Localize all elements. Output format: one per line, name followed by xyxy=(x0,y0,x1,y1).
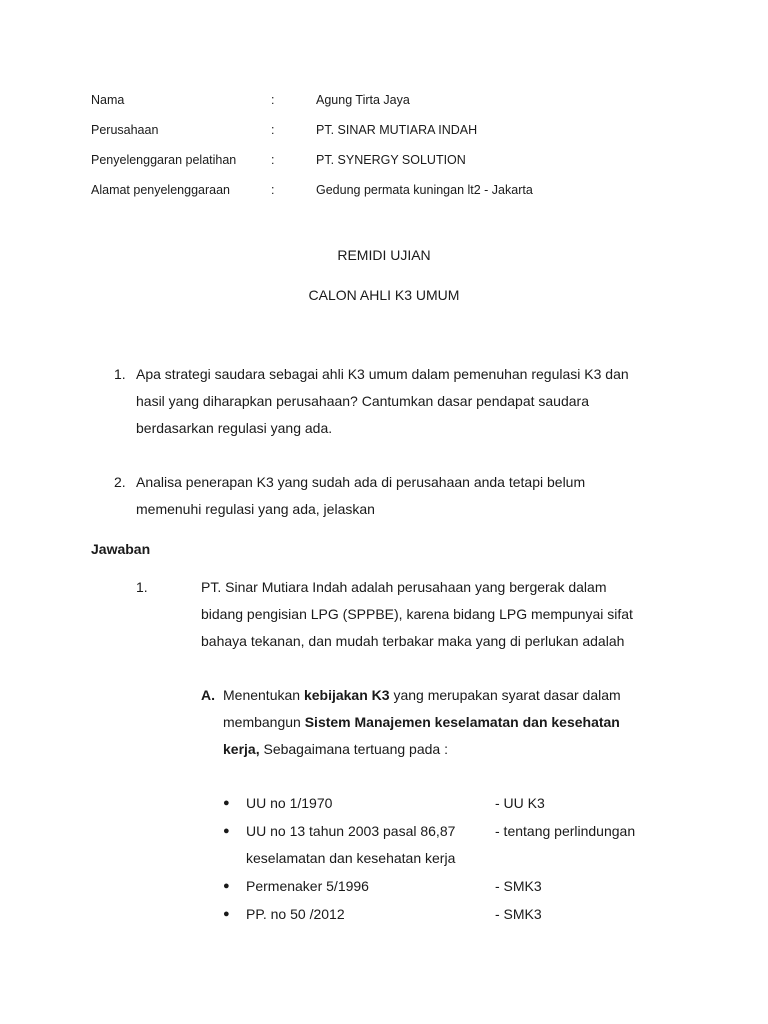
text-run: yang merupakan syarat dasar dalam xyxy=(389,687,621,703)
text-run: Menentukan xyxy=(223,687,304,703)
info-colon: : xyxy=(271,153,275,167)
answer-line: PT. Sinar Mutiara Indah adalah perusahaan yang bergerak dalam xyxy=(201,579,607,595)
bullet-continuation: keselamatan dan kesehatan kerja xyxy=(246,850,456,866)
bullet-icon: ● xyxy=(223,797,230,809)
bullet-icon: ● xyxy=(223,908,230,920)
bold-run: kebijakan K3 xyxy=(303,687,390,703)
question-line: Apa strategi saudara sebagai ahli K3 umum dalam pemenuhan regulasi K3 dan xyxy=(136,366,629,382)
sub-point-text xyxy=(223,682,673,763)
bullet-item: UU no 1/1970 xyxy=(246,795,333,811)
info-value: PT. SINAR MUTIARA INDAH xyxy=(316,123,478,137)
bullet-icon: ● xyxy=(223,880,230,892)
answer-number: 1. xyxy=(136,579,148,595)
document-subtitle: CALON AHLI K3 UMUM xyxy=(308,287,460,303)
info-value: Gedung permata kuningan lt2 - Jakarta xyxy=(316,183,533,197)
bullet-icon: ● xyxy=(223,825,230,837)
question-line: berdasarkan regulasi yang ada. xyxy=(136,420,333,436)
info-label: Alamat penyelenggaraan xyxy=(91,183,230,197)
info-label: Nama xyxy=(91,93,125,107)
question-text xyxy=(136,469,696,523)
sub-line xyxy=(223,736,673,763)
bold-run: kerja, xyxy=(223,741,260,757)
info-label: Penyelenggaran pelatihan xyxy=(91,153,237,167)
question-number: 1. xyxy=(114,366,126,382)
answer-text xyxy=(201,574,681,655)
bullet-item: PP. no 50 /2012 xyxy=(246,906,345,922)
bullet-description: - UU K3 xyxy=(495,795,545,811)
info-colon: : xyxy=(271,183,275,197)
question-number: 2. xyxy=(114,474,126,490)
sub-point-letter: A. xyxy=(201,687,215,703)
bold-run: Sistem Manajemen keselamatan dan kesehatan xyxy=(304,714,620,730)
answer-heading: Jawaban xyxy=(91,541,151,557)
document-title: REMIDI UJIAN xyxy=(337,247,431,263)
question-line: memenuhi regulasi yang ada, jelaskan xyxy=(136,501,375,517)
bullet-item: Permenaker 5/1996 xyxy=(246,878,369,894)
bullet-description: - tentang perlindungan xyxy=(495,823,636,839)
question-line: Analisa penerapan K3 yang sudah ada di perusahaan anda tetapi belum xyxy=(136,474,586,490)
info-label: Perusahaan xyxy=(91,123,159,137)
question-line: hasil yang diharapkan perusahaan? Cantumkan dasar pendapat saudara xyxy=(136,393,589,409)
info-colon: : xyxy=(271,93,275,107)
question-text xyxy=(136,361,696,442)
text-run: Sebagaimana tertuang pada : xyxy=(259,741,448,757)
bullet-description: - SMK3 xyxy=(495,878,542,894)
info-value: Agung Tirta Jaya xyxy=(316,93,410,107)
info-colon: : xyxy=(271,123,275,137)
answer-line: bidang pengisian LPG (SPPBE), karena bidang LPG mempunyai sifat xyxy=(201,606,633,622)
answer-line: bahaya tekanan, dan mudah terbakar maka yang di perlukan adalah xyxy=(201,633,625,649)
sub-line xyxy=(223,709,673,736)
sub-line xyxy=(223,682,673,709)
bullet-item: UU no 13 tahun 2003 pasal 86,87 xyxy=(246,823,456,839)
info-value: PT. SYNERGY SOLUTION xyxy=(316,153,466,167)
bullet-description: - SMK3 xyxy=(495,906,542,922)
text-run: membangun xyxy=(223,714,305,730)
